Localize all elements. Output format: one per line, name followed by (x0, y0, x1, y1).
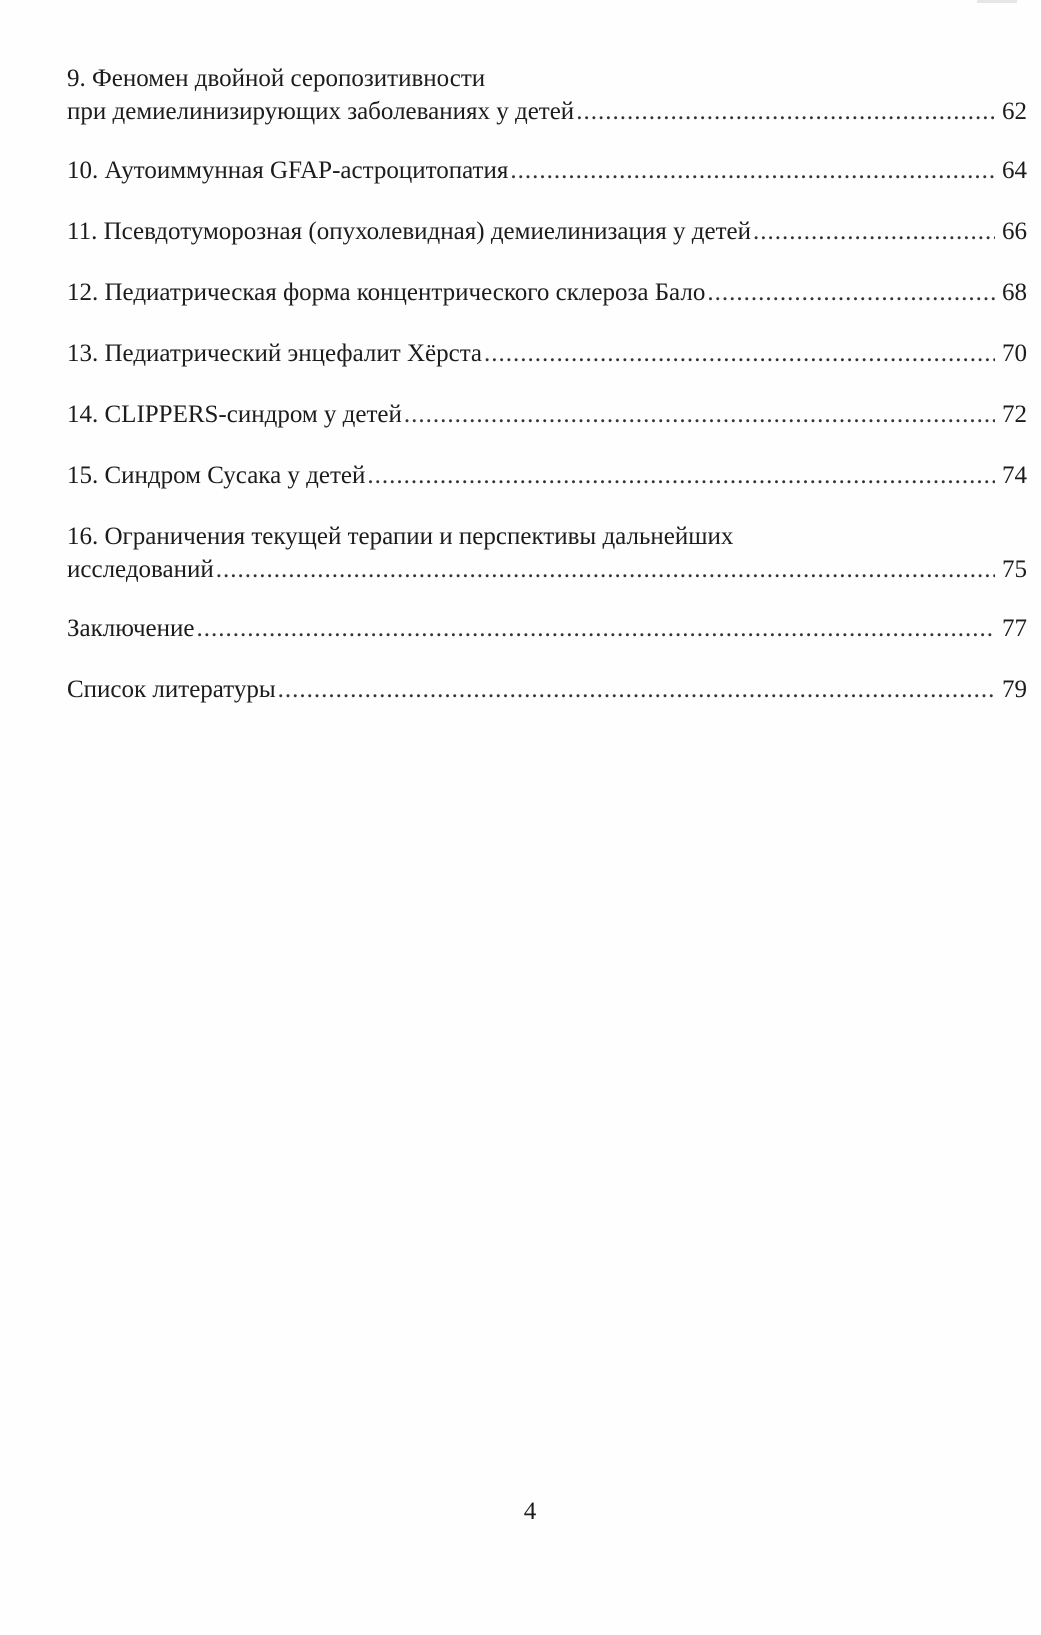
toc-entry-page: 70 (1002, 340, 1027, 367)
toc-entry (67, 612, 1027, 645)
dot-leader (278, 673, 995, 706)
toc-entry-title: 11. Псевдотуморозная (опухолевидная) демиелинизация у детей (67, 218, 751, 245)
scan-mark (977, 0, 1017, 3)
toc-entry-page: 68 (1002, 279, 1027, 306)
toc-entry (67, 459, 1027, 492)
dot-leader (404, 398, 995, 431)
dot-leader (484, 337, 995, 370)
dot-leader (576, 95, 995, 128)
toc-entry-page: 77 (1002, 615, 1027, 642)
toc-entry-title-line: исследований (67, 556, 214, 583)
toc-entry-title: Список литературы (67, 676, 276, 703)
toc-entry (67, 154, 1027, 187)
toc-entry-title: 13. Педиатрический энцефалит Хёрста (67, 340, 483, 367)
toc-entry-title-line: 9. Феномен двойной серопозитивности (67, 65, 486, 92)
toc-entry-page: 74 (1002, 462, 1027, 489)
toc-entry-title: 15. Синдром Сусака у детей (67, 462, 366, 489)
toc-entry-title: Заключение (67, 615, 195, 642)
dot-leader (707, 276, 995, 309)
dot-leader (510, 154, 995, 187)
toc-entry-page: 64 (1002, 157, 1027, 184)
page-number: 4 (523, 1498, 537, 1525)
toc-entry-title: 14. CLIPPERS-синдром у детей (67, 401, 402, 428)
toc-entry-page: 72 (1002, 401, 1027, 428)
toc-entry (67, 398, 1027, 431)
dot-leader (367, 459, 995, 492)
toc-entry (67, 215, 1027, 248)
toc-entry (67, 673, 1027, 706)
dot-leader (216, 553, 995, 586)
toc-entry-title: 10. Аутоиммунная GFAP-астроцитопатия (67, 157, 509, 184)
toc-entry (67, 276, 1027, 309)
toc-entry-page: 75 (1002, 556, 1027, 583)
dot-leader (197, 612, 996, 645)
toc-entry-page: 79 (1002, 676, 1027, 703)
toc-entry-title: 12. Педиатрическая форма концентрического склероза Бало (67, 279, 706, 306)
toc-entry-page: 66 (1002, 218, 1027, 245)
toc-entry (67, 337, 1027, 370)
toc-entry (67, 520, 1027, 586)
toc-entry-title-line: при демиелинизирующих заболеваниях у детей (67, 98, 575, 125)
toc-entry-title-line: 16. Ограничения текущей терапии и перспективы дальнейших (67, 523, 734, 550)
table-of-contents (67, 62, 1027, 734)
toc-entry-page: 62 (1002, 98, 1027, 125)
toc-entry (67, 62, 1027, 128)
dot-leader (753, 215, 995, 248)
